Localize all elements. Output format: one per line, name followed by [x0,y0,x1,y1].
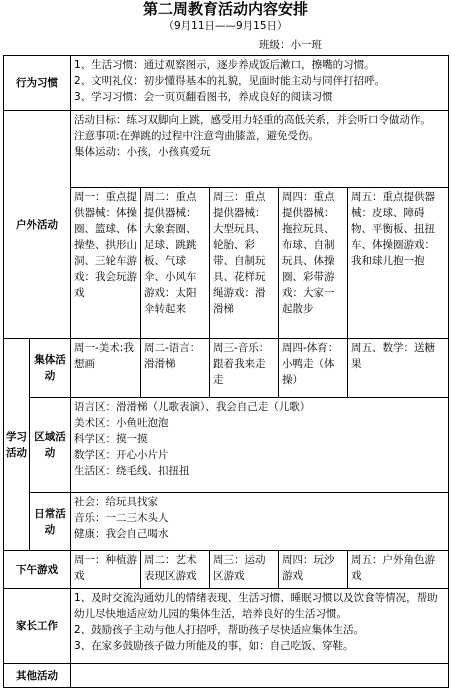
outdoor-info-row [4,111,449,188]
outdoor-info [71,111,449,188]
outdoor-day-tue: 周二：重点提供器械：大象套圈、足球、跳跳板、气球伞、小风车游戏：太阳伞转起来 [141,188,210,339]
area-item: 数学区：开心小片片 [74,449,169,461]
daily-item: 社会：给玩具找家 [74,496,158,508]
other-content [71,664,449,688]
outdoor-label: 户外活动 [4,111,71,339]
outdoor-note: 注意事项:在弹跳的过程中注意弯曲膝盖，避免受伤。 [74,130,320,142]
afternoon-day-wed: 周三：运动区游戏 [210,551,279,589]
learning-label: 学习活动 [4,339,30,551]
parents-item: 1、及时交流沟通幼儿的情绪表现、生活习惯、睡眠习惯以及饮食等情况，帮助幼儿尽快地适应幼儿园的集体生活，培养良好的生活习惯。 [74,592,438,620]
parents-row [4,589,449,664]
behavior-item: 3、学习习惯：会一页页翻看图书，养成良好的阅读习惯 [74,91,333,103]
parents-item: 2、鼓励孩子主动与他人打招呼，帮助孩子尽快适应集体生活。 [74,624,365,636]
outdoor-group: 集体运动：小孩，小孩真爱玩 [74,146,211,158]
other-row [4,664,449,688]
area-item: 美术区：小鱼吐泡泡 [74,417,169,429]
parents-content [71,589,449,664]
learning-group-row [4,339,449,398]
behavior-content [71,56,449,111]
group-day-mon: 周一-美术:我想画 [71,339,141,398]
group-day-tue: 周二-语言：滑滑梯 [141,339,210,398]
group-day-wed: 周三-音乐：跟着我来走走 [210,339,279,398]
afternoon-row [4,551,449,589]
learning-daily-label: 日常活动 [30,493,71,551]
behavior-label: 行为习惯 [4,56,71,111]
group-day-thu: 周四-体育：小鸭走（体操） [279,339,348,398]
outdoor-goal: 活动目标：练习双脚向上跳，感受用力轻重的高低关系，并会听口令做动作。 [74,114,431,126]
class-label: 班级：小一班 [259,39,322,51]
afternoon-day-mon: 周一：种植游戏 [71,551,141,589]
behavior-item: 1、生活习惯：通过观察图示，逐步养成饭后漱口，擦嘴的习惯。 [74,59,375,71]
behavior-row [4,56,449,111]
outdoor-day-thu: 周四：重点提供器械：拖拉玩具、布球、自制玩具、体操圈、彩带游戏：大家一起散步 [279,188,348,339]
area-item: 语言区：滑滑梯（儿歌表演）、我会自己走（儿歌） [74,401,311,413]
learning-area-label: 区域活动 [30,398,71,493]
learning-area-content [71,398,449,493]
learning-daily-content [71,493,449,551]
learning-daily-row [4,493,449,551]
afternoon-day-tue: 周二：艺术表现区游戏 [141,551,210,589]
parents-item: 3、在家多鼓励孩子做力所能及的事，如：自己吃饭、穿鞋。 [74,640,354,652]
area-item: 科学区：摸一摸 [74,433,148,445]
afternoon-day-thu: 周四：玩沙游戏 [279,551,348,589]
other-label: 其他活动 [4,664,71,688]
afternoon-label: 下午游戏 [4,551,71,589]
outdoor-day-fri: 周五：重点提供器械：皮球、障碍物、平衡板、扭扭车、体操圈游戏：我和球儿抱一抱 [348,188,449,339]
area-item: 生活区：绕毛线、扣扭扭 [74,465,190,477]
group-day-fri: 周五、数学：送糖果 [348,339,449,398]
outdoor-day-wed: 周三：重点提供器械：大型玩具、轮胎、彩带、自制玩具、花样玩绳游戏：滑滑梯 [210,188,279,339]
behavior-item: 2、文明礼仪：初步懂得基本的礼貌，见面时能主动与同伴打招呼。 [74,75,386,87]
afternoon-day-fri: 周五：户外角色游戏 [348,551,449,589]
learning-group-label: 集体活动 [30,339,71,398]
page-title: 第二周教育活动内容安排 [142,0,308,18]
learning-area-row [4,398,449,493]
schedule-table [3,55,449,688]
parents-label: 家长工作 [4,589,71,664]
outdoor-day-mon: 周一：重点提供器械：体操圈、篮球、体操垫、拱形山洞、三轮车游戏：我会玩游戏 [71,188,141,339]
daily-item: 音乐：一二三木头人 [74,512,169,524]
daily-item: 健康：我会自己喝水 [74,528,169,540]
outdoor-days-row [4,188,449,339]
date-range: （9月11日——9月15日） [163,20,288,32]
